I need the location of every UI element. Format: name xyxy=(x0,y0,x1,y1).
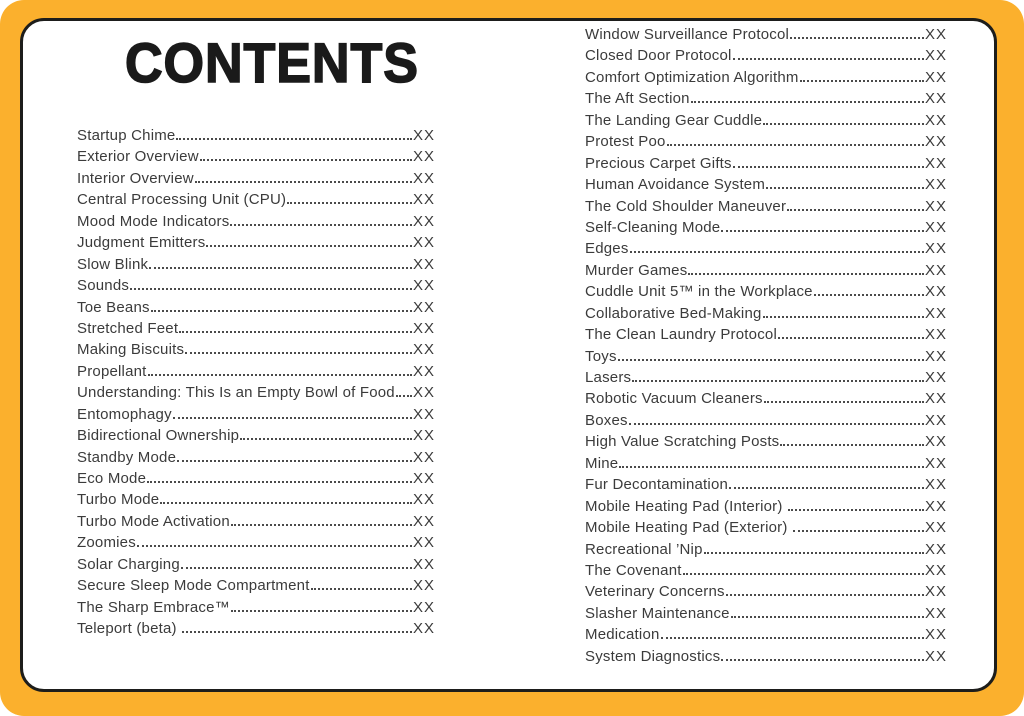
toc-row xyxy=(77,511,435,532)
toc-entry-title: Central Processing Unit (CPU) xyxy=(77,191,287,209)
page-title: CONTENTS xyxy=(125,31,419,94)
dot-leader xyxy=(763,316,924,318)
dot-leader xyxy=(691,101,924,103)
dot-leader xyxy=(726,594,924,596)
toc-column-left xyxy=(77,125,435,640)
toc-row xyxy=(77,404,435,425)
toc-row xyxy=(77,532,435,553)
toc-page-number: XX xyxy=(412,598,435,616)
toc-entry-title: Self-Cleaning Mode xyxy=(585,218,721,236)
toc-entry-title: Interior Overview xyxy=(77,169,194,187)
toc-row xyxy=(585,324,947,345)
toc-page-number: XX xyxy=(924,154,947,172)
dot-leader xyxy=(185,352,412,354)
toc-entry-title: Edges xyxy=(585,240,629,258)
toc-page-number: XX xyxy=(412,234,435,252)
toc-page-number: XX xyxy=(412,169,435,187)
toc-entry-title: Turbo Mode xyxy=(77,491,160,509)
toc-row xyxy=(77,554,435,575)
toc-entry-title: Murder Games xyxy=(585,261,688,279)
toc-page-number: XX xyxy=(412,298,435,316)
toc-row xyxy=(585,388,947,409)
toc-entry-title: Comfort Optimization Algorithm xyxy=(585,68,799,86)
toc-row xyxy=(585,238,947,259)
toc-entry-title: Protest Poo xyxy=(585,133,666,151)
dot-leader xyxy=(800,80,924,82)
toc-page-number: XX xyxy=(924,197,947,215)
toc-row xyxy=(585,474,947,495)
toc-entry-title: Slow Blink xyxy=(77,255,149,273)
dot-leader xyxy=(195,181,412,183)
toc-entry-title: Propellant xyxy=(77,362,147,380)
toc-entry-title: Mobile Heating Pad (Interior) xyxy=(585,497,787,515)
dot-leader xyxy=(721,659,924,661)
toc-entry-title: Secure Sleep Mode Compartment xyxy=(77,577,310,595)
toc-page-number: XX xyxy=(412,341,435,359)
dot-leader xyxy=(231,610,412,612)
toc-row xyxy=(585,453,947,474)
toc-entry-title: The Landing Gear Cuddle xyxy=(585,111,763,129)
toc-page-number: XX xyxy=(412,555,435,573)
toc-page-number: XX xyxy=(412,470,435,487)
dot-leader xyxy=(683,573,924,575)
toc-row xyxy=(77,211,435,232)
toc-page-number: XX xyxy=(924,261,947,279)
dot-leader xyxy=(704,552,924,554)
toc-entry-title: Human Avoidance System xyxy=(585,176,766,194)
contents-page xyxy=(20,18,997,692)
toc-row xyxy=(585,260,947,281)
dot-leader xyxy=(667,144,924,146)
toc-page-number: XX xyxy=(924,476,947,494)
dot-leader xyxy=(287,202,412,204)
toc-page-number: XX xyxy=(412,405,435,423)
dot-leader xyxy=(137,545,412,547)
toc-page-number: XX xyxy=(412,534,435,552)
dot-leader xyxy=(396,395,412,397)
dot-leader xyxy=(130,288,412,290)
toc-row xyxy=(585,110,947,131)
dot-leader xyxy=(151,310,412,312)
dot-leader xyxy=(618,359,924,361)
toc-entry-title: Bidirectional Ownership xyxy=(77,427,240,445)
toc-entry-title: Slasher Maintenance xyxy=(585,604,730,622)
dot-leader xyxy=(661,637,924,639)
toc-entry-title: Exterior Overview xyxy=(77,148,199,166)
toc-entry-title: The Sharp Embrace™ xyxy=(77,598,230,616)
toc-row xyxy=(585,67,947,88)
toc-entry-title: Startup Chime xyxy=(77,127,176,144)
toc-entry-title: Standby Mode xyxy=(77,448,177,466)
toc-row xyxy=(77,618,435,639)
toc-row xyxy=(77,146,435,167)
toc-page-number: XX xyxy=(924,390,947,408)
toc-row xyxy=(585,131,947,152)
toc-entry-title: Zoomies xyxy=(77,534,136,552)
dot-leader xyxy=(688,273,924,275)
toc-row xyxy=(77,597,435,618)
dot-leader xyxy=(230,224,412,226)
toc-page-number: XX xyxy=(412,319,435,337)
dot-leader xyxy=(721,230,924,232)
dot-leader xyxy=(630,251,924,253)
toc-row xyxy=(585,367,947,388)
toc-entry-title: Stretched Feet xyxy=(77,319,179,337)
toc-page-number: XX xyxy=(924,433,947,451)
dot-leader xyxy=(729,487,924,489)
toc-entry-title: Toys xyxy=(585,347,617,365)
dot-leader xyxy=(200,159,412,161)
dot-leader xyxy=(731,616,924,618)
dot-leader xyxy=(763,123,924,125)
dot-leader xyxy=(780,444,924,446)
dot-leader xyxy=(629,423,924,425)
toc-entry-title: The Clean Laundry Protocol xyxy=(585,326,777,344)
toc-entry-title: The Aft Section xyxy=(585,90,690,108)
toc-entry-title: Closed Door Protocol xyxy=(585,47,732,65)
dot-leader xyxy=(147,481,412,483)
toc-row xyxy=(77,489,435,510)
toc-row xyxy=(585,560,947,581)
toc-row xyxy=(585,153,947,174)
toc-entry-title: Mine xyxy=(585,454,619,472)
dot-leader xyxy=(788,509,924,511)
toc-row xyxy=(77,575,435,596)
toc-page-number: XX xyxy=(924,326,947,344)
toc-row xyxy=(585,539,947,560)
toc-page-number: XX xyxy=(924,90,947,108)
toc-page-number: XX xyxy=(924,133,947,151)
dot-leader xyxy=(787,209,924,211)
dot-leader xyxy=(148,374,412,376)
dot-leader xyxy=(231,524,412,526)
toc-page-number: XX xyxy=(412,427,435,445)
toc-entry-title: High Value Scratching Posts xyxy=(585,433,780,451)
toc-row xyxy=(77,125,435,146)
toc-row xyxy=(77,339,435,360)
dot-leader xyxy=(766,187,924,189)
dot-leader xyxy=(619,466,924,468)
toc-row xyxy=(585,45,947,66)
toc-entry-title: Solar Charging xyxy=(77,555,180,573)
toc-row xyxy=(585,196,947,217)
toc-entry-title: Mobile Heating Pad (Exterior) xyxy=(585,519,792,537)
toc-entry-title: Lasers xyxy=(585,369,632,386)
toc-page-number: XX xyxy=(924,583,947,601)
dot-leader xyxy=(632,380,924,382)
dot-leader xyxy=(733,58,924,60)
toc-entry-title: Fur Decontamination xyxy=(585,476,729,494)
toc-entry-title: The Covenant xyxy=(585,561,682,579)
toc-column-right xyxy=(585,24,947,667)
toc-page-number: XX xyxy=(412,191,435,209)
toc-page-number: XX xyxy=(924,497,947,515)
toc-page-number: XX xyxy=(924,26,947,43)
toc-row xyxy=(585,517,947,538)
toc-page-number: XX xyxy=(924,283,947,301)
dot-leader xyxy=(206,245,412,247)
toc-page-number: XX xyxy=(412,491,435,509)
toc-entry-title: Boxes xyxy=(585,411,628,429)
toc-row xyxy=(77,168,435,189)
toc-entry-title: Turbo Mode Activation xyxy=(77,512,230,530)
toc-row xyxy=(585,24,947,45)
toc-page-number: XX xyxy=(924,240,947,258)
toc-row xyxy=(585,88,947,109)
toc-row xyxy=(77,468,435,489)
toc-page-number: XX xyxy=(924,304,947,322)
toc-page-number: XX xyxy=(412,255,435,273)
toc-page-number: XX xyxy=(412,362,435,380)
dot-leader xyxy=(778,337,924,339)
toc-entry-title: Eco Mode xyxy=(77,470,147,487)
toc-page-number: XX xyxy=(924,454,947,472)
toc-page-number: XX xyxy=(924,647,947,665)
dot-leader xyxy=(176,138,412,140)
toc-page-number: XX xyxy=(924,561,947,579)
toc-row xyxy=(585,646,947,667)
toc-row xyxy=(585,303,947,324)
toc-row xyxy=(585,346,947,367)
toc-row xyxy=(585,603,947,624)
dot-leader xyxy=(240,438,412,440)
toc-entry-title: Teleport (beta) xyxy=(77,620,182,638)
dot-leader xyxy=(311,588,412,590)
toc-entry-title: Sounds xyxy=(77,277,130,295)
toc-row xyxy=(585,410,947,431)
toc-row xyxy=(585,496,947,517)
dot-leader xyxy=(793,530,924,532)
toc-page-number: XX xyxy=(924,47,947,65)
toc-page-number: XX xyxy=(924,519,947,537)
dot-leader xyxy=(179,331,412,333)
toc-page-number: XX xyxy=(412,384,435,402)
dot-leader xyxy=(160,502,412,504)
toc-page-number: XX xyxy=(412,127,435,144)
toc-row xyxy=(585,174,947,195)
toc-page-number: XX xyxy=(924,218,947,236)
dot-leader xyxy=(181,567,412,569)
toc-entry-title: Recreational ’Nip xyxy=(585,540,703,558)
toc-row xyxy=(77,318,435,339)
toc-page-number: XX xyxy=(924,411,947,429)
toc-page-number: XX xyxy=(412,212,435,230)
toc-entry-title: Cuddle Unit 5™ in the Workplace xyxy=(585,283,813,301)
toc-row xyxy=(77,447,435,468)
toc-page-number: XX xyxy=(924,626,947,644)
toc-row xyxy=(77,254,435,275)
toc-page-number: XX xyxy=(924,111,947,129)
toc-entry-title: Veterinary Concerns xyxy=(585,583,725,601)
toc-page-number: XX xyxy=(924,68,947,86)
toc-entry-title: Collaborative Bed-Making xyxy=(585,304,762,322)
toc-entry-title: Precious Carpet Gifts xyxy=(585,154,732,172)
toc-entry-title: Making Biscuits xyxy=(77,341,185,359)
toc-row xyxy=(585,431,947,452)
toc-entry-title: Medication xyxy=(585,626,660,644)
toc-entry-title: System Diagnostics xyxy=(585,647,721,665)
toc-row xyxy=(77,275,435,296)
toc-row xyxy=(77,189,435,210)
toc-page-number: XX xyxy=(412,512,435,530)
toc-page-number: XX xyxy=(924,369,947,386)
toc-page-number: XX xyxy=(412,620,435,638)
dot-leader xyxy=(177,460,412,462)
toc-row xyxy=(585,217,947,238)
dot-leader xyxy=(764,401,924,403)
dot-leader xyxy=(814,294,924,296)
toc-page-number: XX xyxy=(924,347,947,365)
toc-row xyxy=(77,297,435,318)
toc-row xyxy=(77,382,435,403)
toc-entry-title: Toe Beans xyxy=(77,298,150,316)
toc-page-number: XX xyxy=(924,540,947,558)
toc-page-number: XX xyxy=(924,604,947,622)
toc-row xyxy=(77,232,435,253)
toc-row xyxy=(585,581,947,602)
toc-row xyxy=(585,281,947,302)
toc-page-number: XX xyxy=(412,448,435,466)
toc-entry-title: Understanding: This Is an Empty Bowl of Food xyxy=(77,384,395,402)
toc-entry-title: Window Surveillance Protocol xyxy=(585,26,790,43)
toc-entry-title: Robotic Vacuum Cleaners xyxy=(585,390,763,408)
toc-entry-title: Entomophagy xyxy=(77,405,172,423)
dot-leader xyxy=(733,166,924,168)
toc-row xyxy=(77,361,435,382)
dot-leader xyxy=(182,631,412,633)
dot-leader xyxy=(149,267,412,269)
toc-page-number: XX xyxy=(412,277,435,295)
toc-page-number: XX xyxy=(924,176,947,194)
toc-row xyxy=(585,624,947,645)
toc-page-number: XX xyxy=(412,577,435,595)
toc-entry-title: Judgment Emitters xyxy=(77,234,206,252)
toc-entry-title: Mood Mode Indicators xyxy=(77,212,230,230)
dot-leader xyxy=(790,37,924,39)
dot-leader xyxy=(173,417,412,419)
toc-page-number: XX xyxy=(412,148,435,166)
toc-row xyxy=(77,425,435,446)
toc-entry-title: The Cold Shoulder Maneuver xyxy=(585,197,787,215)
